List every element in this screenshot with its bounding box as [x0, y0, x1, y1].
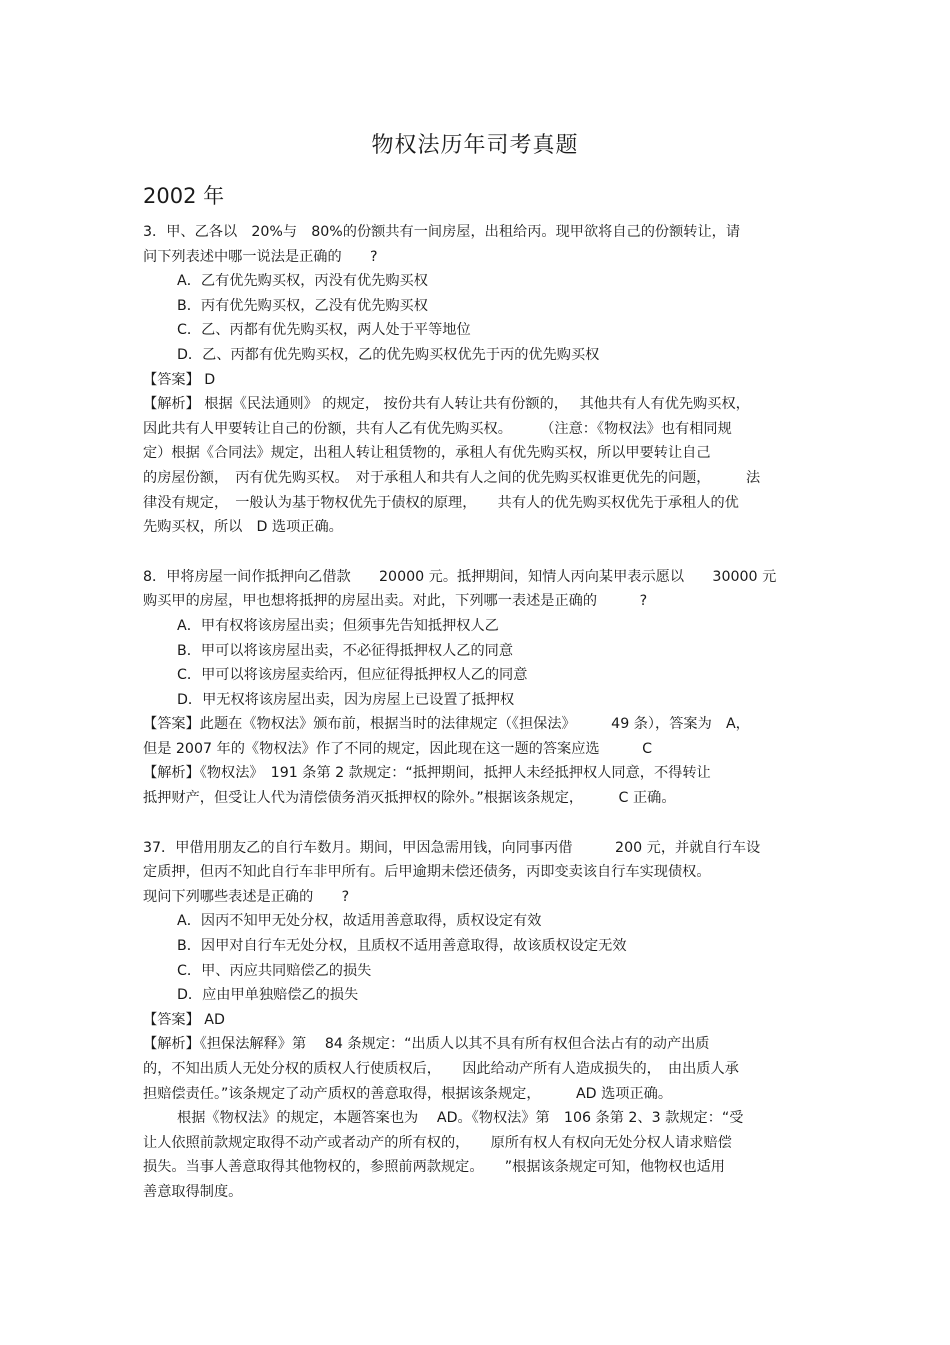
option-b: B．丙有优先购买权，乙没有优先购买权: [177, 297, 428, 314]
analysis-line: 律没有规定， 一般认为基于物权优先于债权的原理， 共有人的优先购买权优先于承租人的优: [143, 494, 739, 511]
option-d: D．乙、丙都有优先购买权，乙的优先购买权优先于丙的优先购买权: [177, 346, 600, 363]
analysis-line: 【解析】 根据《民法通则》 的规定， 按份共有人转让共有份额的， 其他共有人有优先购买权，: [143, 396, 750, 413]
answer-line: 【答案】此题在《物权法》颁布前，根据当时的法律规定（《担保法》 49 条），答案为 A，: [143, 716, 750, 733]
analysis-line: 善意取得制度。: [143, 1183, 243, 1200]
document-body: [143, 220, 808, 1230]
option-c: C．乙、丙都有优先购买权，两人处于平等地位: [177, 322, 471, 339]
option-c: C．甲可以将该房屋卖给丙，但应征得抵押权人乙的同意: [177, 667, 528, 684]
question-8: [143, 565, 808, 811]
year-heading: 2002 年: [143, 184, 225, 208]
question-stem-line: 3．甲、乙各以 20%与 80%的份额共有一间房屋，出租给丙。现甲欲将自己的份额转让，请: [143, 224, 741, 240]
option-a: A．因丙不知甲无处分权，故适用善意取得，质权设定有效: [177, 913, 542, 930]
option-b: B．因甲对自行车无处分权，且质权不适用善意取得，故该质权设定无效: [177, 938, 627, 955]
analysis-line: 损失。当事人善意取得其他物权的，参照前两款规定。 ”根据该条规定可知，他物权也适用: [143, 1159, 725, 1176]
analysis-line: 【解析】《担保法解释》第 84 条规定：“出质人以其不具有所有权但合法占有的动产出质: [143, 1036, 710, 1053]
answer-line: 【答案】 AD: [143, 1011, 225, 1028]
analysis-line: 先购买权，所以 D 选项正确。: [143, 519, 343, 536]
answer-line: 【答案】 D: [143, 371, 216, 388]
analysis-line: 根据《物权法》的规定，本题答案也为 AD。《物权法》第 106 条第 2、3 款规定：“受: [177, 1110, 744, 1127]
option-a: A．乙有优先购买权，丙没有优先购买权: [177, 273, 428, 290]
question-stem-line: 问下列表述中哪一说法是正确的 ?: [143, 248, 378, 265]
question-37: [143, 836, 808, 1205]
analysis-line: 担赔偿责任。”该条规定了动产质权的善意取得，根据该条规定， AD 选项正确。: [143, 1085, 673, 1102]
analysis-line: 的，不知出质人无处分权的质权人行使质权后， 因此给动产所有人造成损失的， 由出质人承: [143, 1061, 739, 1077]
analysis-line: 定）根据《合同法》规定，出租人转让租赁物的，承租人有优先购买权，所以甲要转让自己: [143, 445, 711, 462]
answer-line: 但是 2007 年的《物权法》作了不同的规定，因此现在这一题的答案应选 C: [143, 740, 653, 757]
question-stem-line: 37．甲借用朋友乙的自行车数月。期间，甲因急需用钱，向同事丙借 200 元，并就自行车设: [143, 839, 761, 856]
analysis-line: 让人依照前款规定取得不动产或者动产的所有权的， 原所有权人有权向无处分权人请求赔偿: [143, 1134, 732, 1151]
question-3: [143, 220, 808, 540]
analysis-line: 的房屋份额， 丙有优先购买权。 对于承租人和共有人之间的优先购买权谁更优先的问题， 法: [143, 469, 761, 486]
question-stem-line: 购买甲的房屋，甲也想将抵押的房屋出卖。对此，下列哪一表述是正确的 ?: [143, 593, 648, 610]
question-stem-line: 定质押，但丙不知此自行车非甲所有。后甲逾期未偿还债务，丙即变卖该自行车实现债权。: [143, 864, 711, 881]
option-d: D．甲无权将该房屋出卖，因为房屋上已设置了抵押权: [177, 691, 515, 708]
option-a: A．甲有权将该房屋出卖；但须事先告知抵押权人乙: [177, 617, 499, 634]
doc-title: 物权法历年司考真题: [371, 133, 579, 158]
option-c: C．甲、丙应共同赔偿乙的损失: [177, 962, 372, 979]
analysis-line: 抵押财产，但受让人代为清偿债务消灭抵押权的除外。”根据该条规定， C 正确。: [143, 790, 676, 807]
question-stem-line: 现问下列哪些表述是正确的 ?: [143, 888, 350, 905]
analysis-line: 【解析】《物权法》 191 条第 2 款规定：“抵押期间，抵押人未经抵押权人同意，不得转让: [143, 765, 711, 782]
analysis-line: 因此共有人甲要转让自己的份额，共有人乙有优先购买权。 （注意：《物权法》也有相同规: [143, 420, 732, 437]
option-b: B．甲可以将该房屋出卖，不必征得抵押权人乙的同意: [177, 642, 514, 659]
question-stem-line: 8．甲将房屋一间作抵押向乙借款 20000 元。抵押期间，知情人丙向某甲表示愿以 30000 元: [143, 568, 777, 585]
option-d: D．应由甲单独赔偿乙的损失: [177, 987, 359, 1004]
